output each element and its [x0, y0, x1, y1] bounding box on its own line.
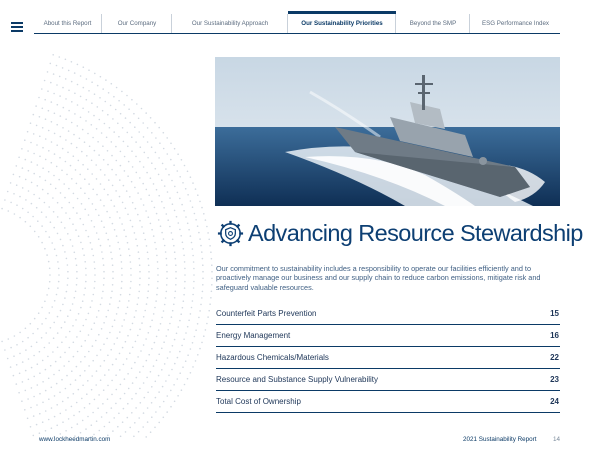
topic-label: Counterfeit Parts Prevention: [216, 309, 317, 318]
footer-report-title: 2021 Sustainability Report: [463, 436, 537, 443]
topic-page-number: 16: [550, 331, 559, 340]
topic-row-counterfeit-parts[interactable]: [216, 303, 560, 325]
topic-row-energy-management[interactable]: [216, 325, 560, 347]
nav-item-sustainability-approach[interactable]: Our Sustainability Approach: [171, 14, 288, 33]
topic-label: Hazardous Chemicals/Materials: [216, 353, 329, 362]
hamburger-menu-icon[interactable]: [11, 22, 23, 32]
nav-item-our-company[interactable]: Our Company: [101, 14, 172, 33]
topic-row-hazardous-chemicals[interactable]: [216, 347, 560, 369]
topic-row-total-cost-ownership[interactable]: [216, 391, 560, 413]
topic-page-number: 15: [550, 309, 559, 318]
topic-label: Energy Management: [216, 331, 291, 340]
nav-item-about-report[interactable]: About this Report: [43, 20, 92, 27]
topic-label: Resource and Substance Supply Vulnerability: [216, 375, 379, 384]
topic-page-number: 24: [550, 397, 559, 406]
dotted-pattern-decoration: [0, 45, 215, 440]
section-heading: [216, 218, 583, 252]
topic-row-supply-vulnerability[interactable]: [216, 369, 560, 391]
nav-item-esg-index[interactable]: ESG Performance Index: [469, 14, 561, 33]
topic-page-number: 23: [550, 375, 559, 384]
hero-ship-photo: [215, 57, 560, 206]
gear-shield-icon: [216, 219, 245, 248]
topic-page-number: 22: [550, 353, 559, 362]
section-intro: Our commitment to sustainability includes a responsibility to operate our facilities efficiently and to proactively manage our business and our supply chain to reduce carbon emissions, mitigate risk and safeguard valuable resources.: [216, 264, 541, 292]
topic-label: Total Cost of Ownership: [216, 397, 301, 406]
topic-list: [216, 303, 560, 413]
top-navigation: [34, 14, 560, 34]
nav-item-beyond-smp[interactable]: Beyond the SMP: [395, 14, 470, 33]
footer-page-number: 14: [553, 436, 561, 443]
nav-item-sustainability-priorities[interactable]: Our Sustainability Priorities: [287, 14, 396, 33]
section-title: Advancing Resource Stewardship: [248, 220, 583, 246]
footer-website-link[interactable]: www.lockheedmartin.com: [39, 436, 111, 443]
